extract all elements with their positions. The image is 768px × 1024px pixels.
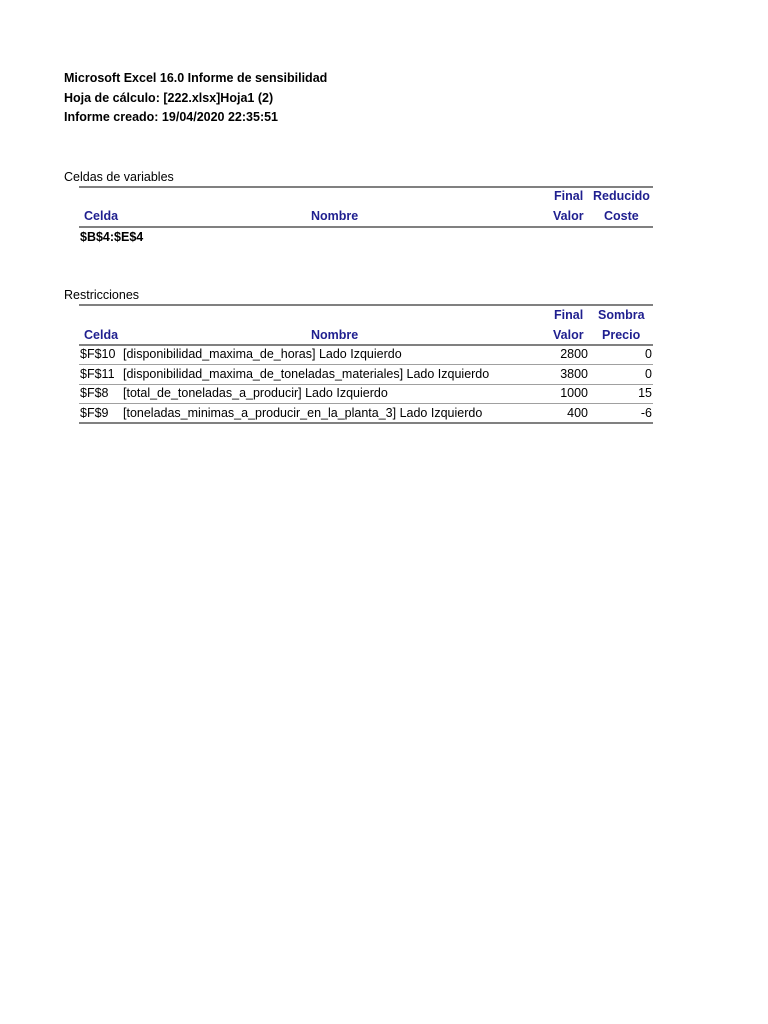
constraints-sombra-header-top: Sombra [598,308,645,322]
constraints-section-title: Restricciones [64,288,140,302]
variables-nombre-header: Nombre [311,209,359,223]
constraints-final-header-top: Final [554,308,584,322]
constraint-row-valor: 1000 [560,386,588,400]
variables-header-rule [79,226,653,228]
constraint-row-celda: $F$11 [80,367,115,381]
constraints-top-rule [79,304,653,306]
created-line: Informe creado: 19/04/2020 22:35:51 [64,110,279,124]
constraints-celda-header: Celda [84,328,119,342]
constraints-nombre-header: Nombre [311,328,359,342]
constraints-valor-header: Valor [553,328,584,342]
variables-row-celda: $B$4:$E$4 [80,230,144,244]
constraint-row-celda: $F$9 [80,406,109,420]
constraint-row-valor: 400 [567,406,588,420]
constraint-row-valor: 2800 [560,347,588,361]
row-divider [79,384,653,385]
variables-valor-header: Valor [553,209,584,223]
constraint-row-precio: 0 [645,367,652,381]
row-divider [79,364,653,365]
variables-final-header-top: Final [554,189,584,203]
worksheet-line: Hoja de cálculo: [222.xlsx]Hoja1 (2) [64,91,274,105]
constraint-row-nombre: [disponibilidad_maxima_de_horas] Lado Izquierdo [123,347,402,361]
constraint-row-precio: 0 [645,347,652,361]
variables-celda-header: Celda [84,209,119,223]
row-divider [79,403,653,404]
variables-top-rule [79,186,653,188]
constraint-row-celda: $F$10 [80,347,116,361]
constraint-row-celda: $F$8 [80,386,109,400]
constraint-row-precio: 15 [638,386,652,400]
constraints-header-rule [79,344,653,346]
constraint-row-nombre: [disponibilidad_maxima_de_toneladas_materiales] Lado Izquierdo [123,367,490,381]
constraints-precio-header: Precio [602,328,641,342]
variables-reducido-header-top: Reducido [593,189,650,203]
constraint-row-valor: 3800 [560,367,588,381]
variables-coste-header: Coste [604,209,639,223]
constraint-row-nombre: [toneladas_minimas_a_producir_en_la_planta_3] Lado Izquierdo [123,406,483,420]
constraint-row-nombre: [total_de_toneladas_a_producir] Lado Izquierdo [123,386,388,400]
variables-section-title: Celdas de variables [64,170,174,184]
constraints-bottom-rule [79,422,653,424]
constraint-row-precio: -6 [640,406,652,420]
report-title: Microsoft Excel 16.0 Informe de sensibilidad [64,71,328,85]
